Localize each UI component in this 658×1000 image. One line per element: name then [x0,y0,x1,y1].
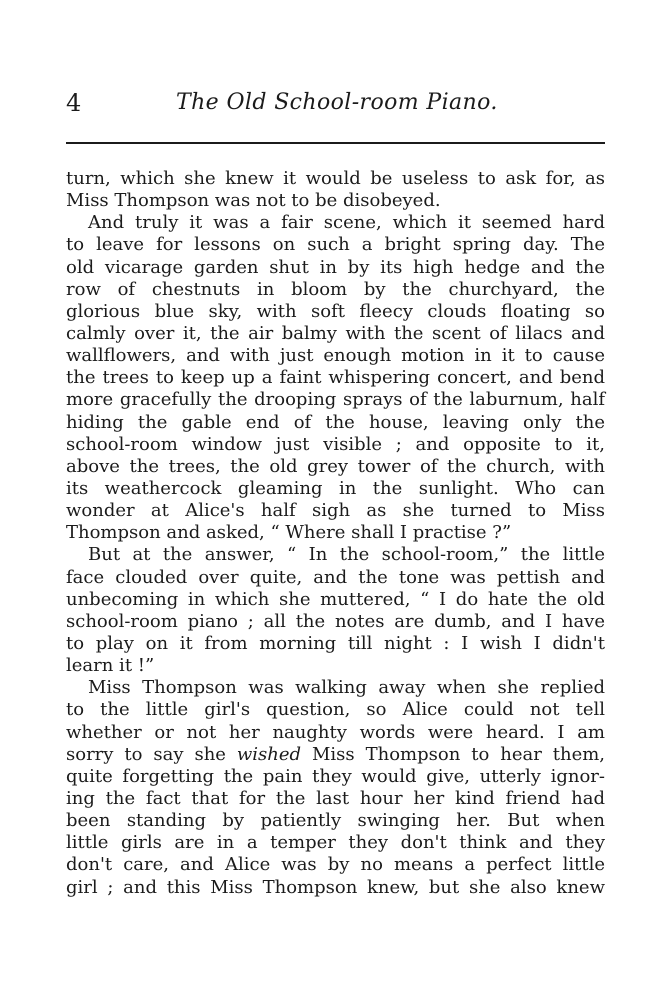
text-line: turn, which she knew it would be useless to ask for, as [66,168,605,189]
text-line: wallflowers, and with just enough motion in it to cause [66,345,605,367]
text-line: ing the fact that for the last hour her kind friend had [66,787,605,809]
text-line: face clouded over quite, and the tone was pettish and [66,566,605,588]
text-line: to play on it from morning till night : I wish I didn't [66,632,605,654]
text-line: Thompson and asked, “ Where shall I practise ?” [66,522,512,544]
text-line: hiding the gable end of the house, leaving only the [66,411,605,433]
running-title: The Old School-room Piano. [176,90,498,115]
text-line: whether or not her naughty words were heard. I am [66,721,605,743]
text-line: unbecoming in which she muttered, “ I do hate the old [66,588,605,610]
text-line: been standing by patiently swinging her. But when [66,810,605,832]
text-line: Miss Thompson was not to be disobeyed. [66,190,441,212]
text-line-with-italic [66,744,605,766]
text-line: little girls are in a temper they don't think and they [66,832,605,854]
italic-word: wished [236,743,302,765]
text-line: don't care, and Alice was by no means a perfect little [66,854,605,876]
text-line: the trees to keep up a faint whispering concert, and bend [66,367,605,389]
text-line: old vicarage garden shut in by its high hedge and the [66,256,605,278]
text-line: wonder at Alice's half sigh as she turned to Miss [66,500,605,522]
text-segment: sorry to say she [66,743,237,765]
text-line: calmly over it, the air balmy with the scent of lilacs and [66,322,605,344]
text-line: its weathercock gleaming in the sunlight. Who can [66,477,605,499]
text-line: learn it !” [66,655,155,677]
text-line: to the little girl's question, so Alice could not tell [66,699,605,721]
text-line: Miss Thompson was walking away when she replied [88,677,605,699]
text-line: more gracefully the drooping sprays of the laburnum, half [66,389,605,411]
text-line: school-room window just visible ; and opposite to it, [66,433,605,455]
text-line: school-room piano ; all the notes are dumb, and I have [66,610,605,632]
text-line: glorious blue sky, with soft fleecy clouds floating so [66,300,605,322]
header-rule [66,142,605,144]
text-line: But at the answer, “ In the school-room,” the little [88,544,605,566]
text-segment: Miss Thompson to hear them, [301,743,606,765]
text-line: quite forgetting the pain they would give, utterly ignor- [66,765,605,787]
text-line: above the trees, the old grey tower of the church, with [66,455,605,477]
page-number: 4 [66,89,82,117]
text-line: row of chestnuts in bloom by the churchyard, the [66,278,605,300]
body-text [66,168,605,899]
text-line: girl ; and this Miss Thompson knew, but she also knew [66,876,605,898]
page-header [66,88,604,122]
text-line: And truly it was a fair scene, which it seemed hard [88,212,605,234]
text-line: to leave for lessons on such a bright spring day. The [66,234,605,256]
